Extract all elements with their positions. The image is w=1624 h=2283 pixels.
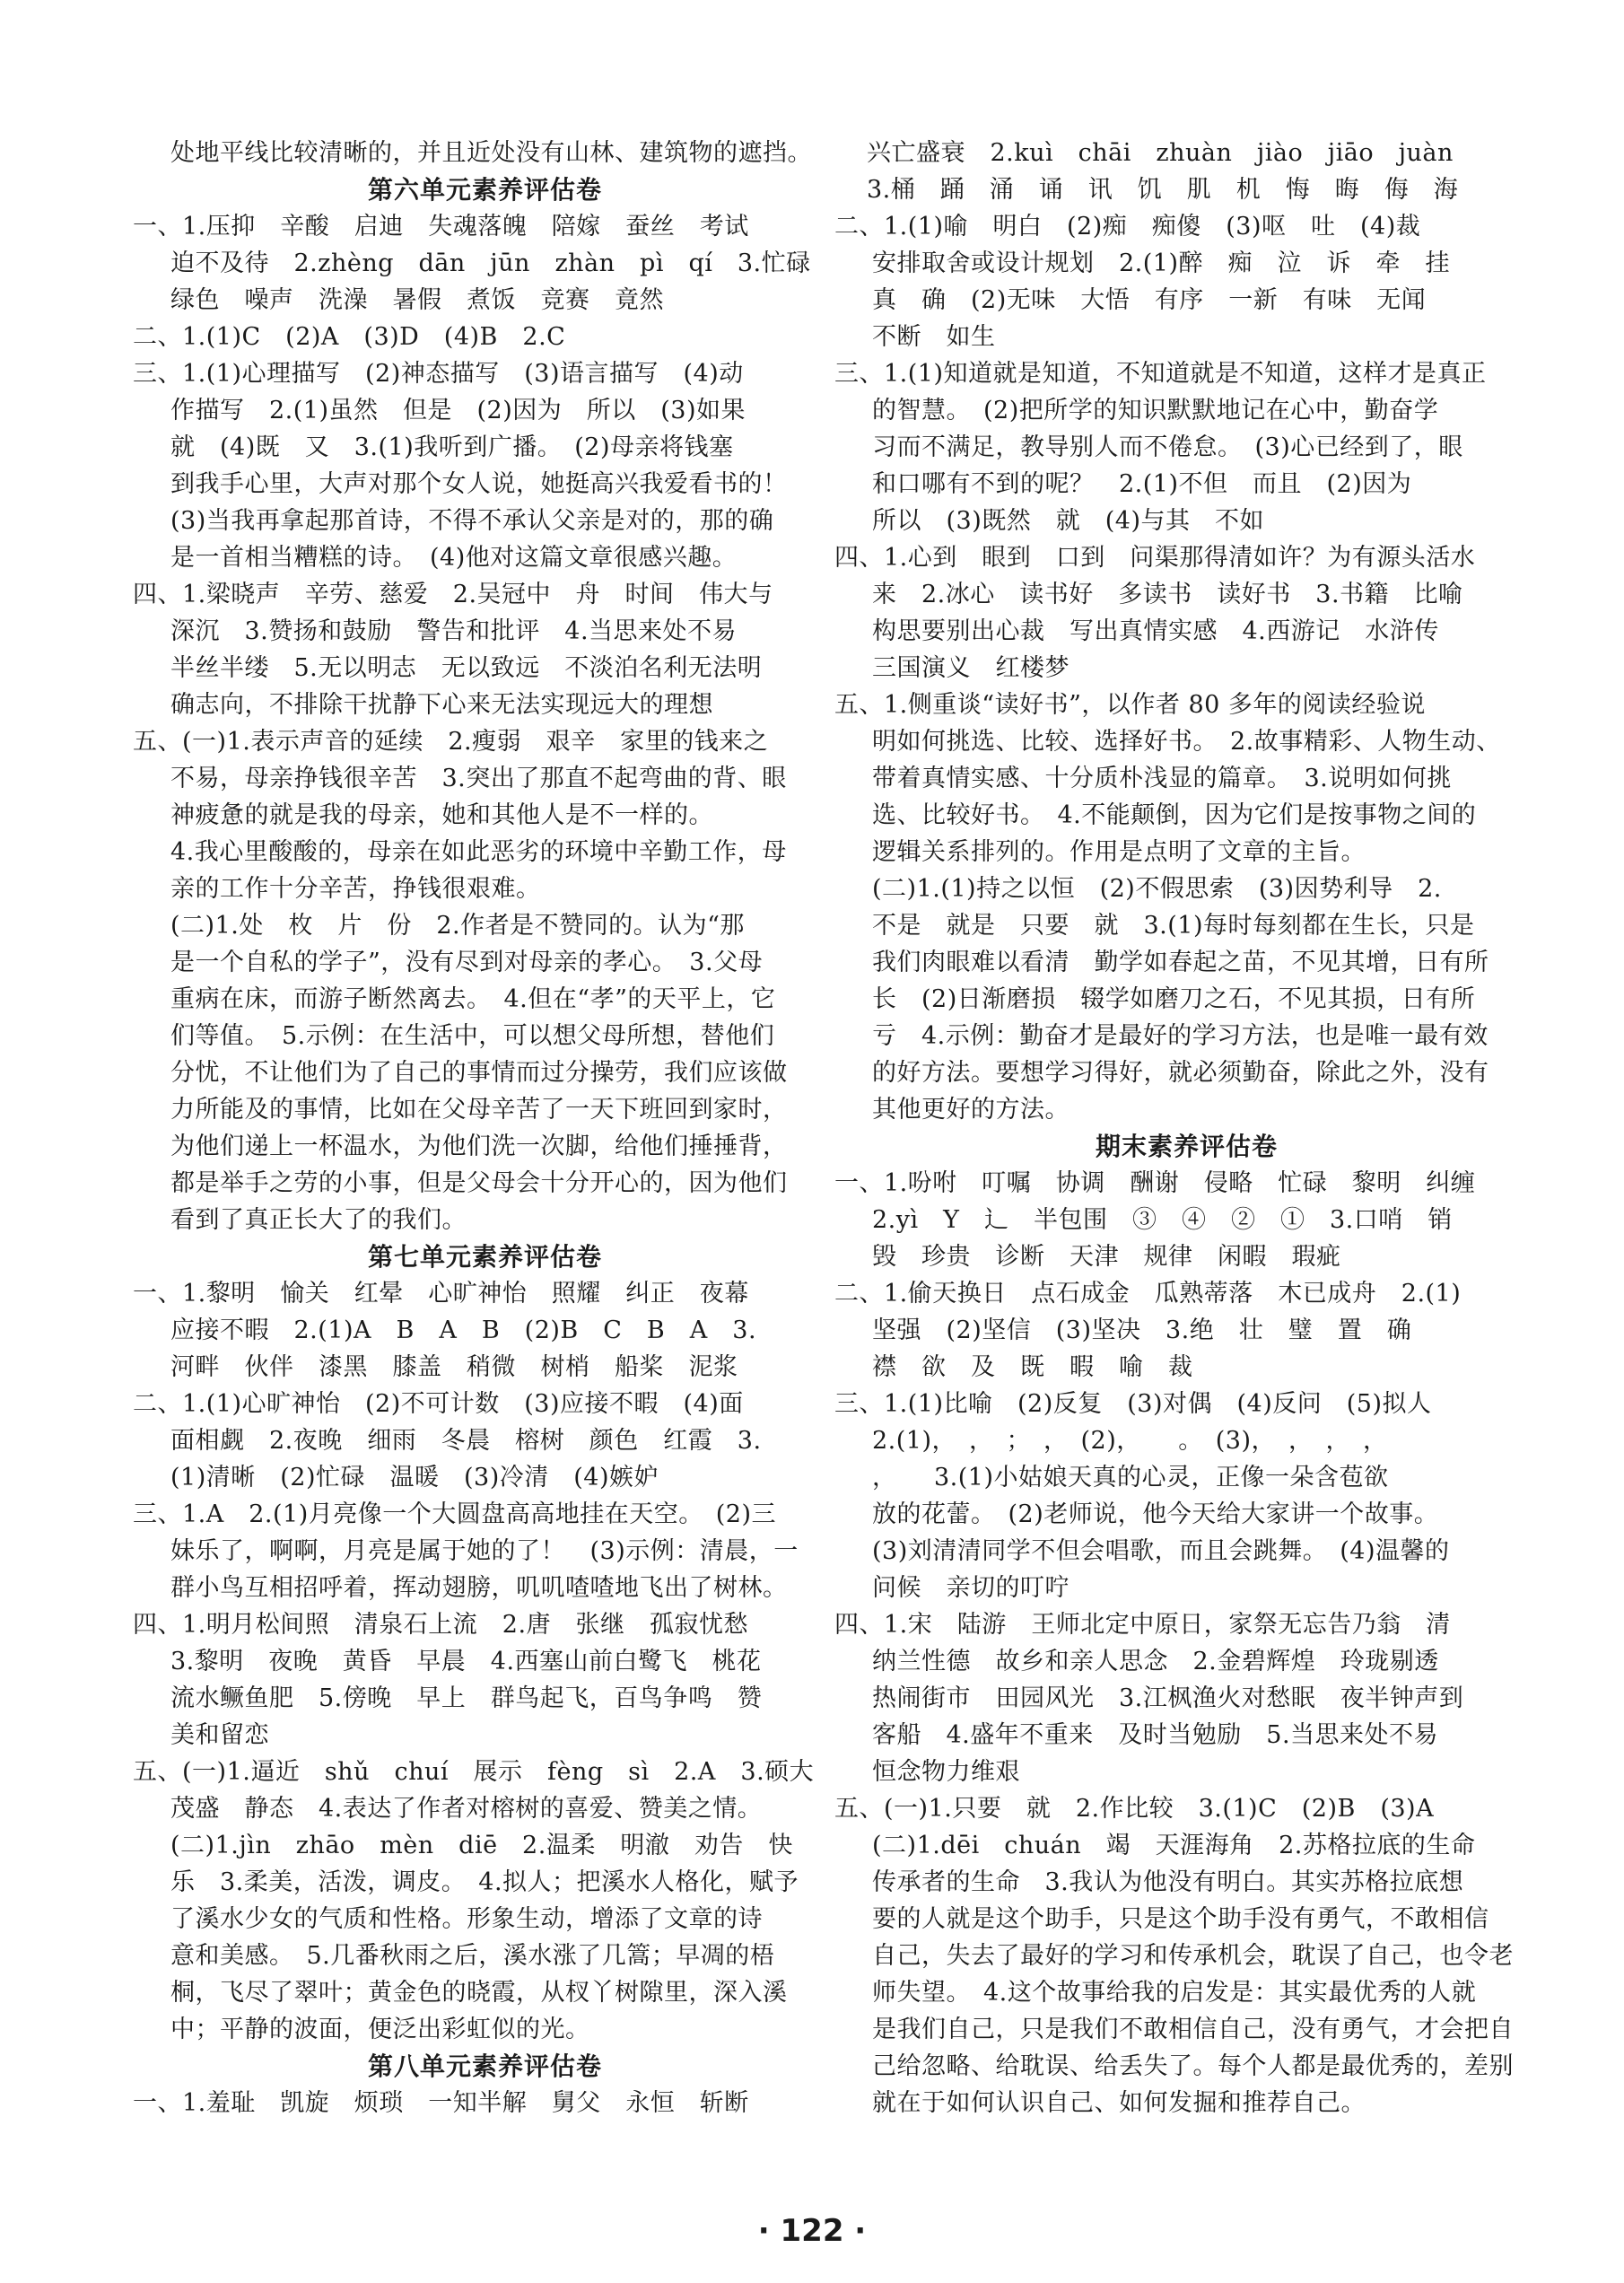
answer-line: 一、1.黎明 愉关 红晕 心旷神怡 照耀 纠正 夜幕 [133,1280,749,1308]
answer-line: 妹乐了，啊啊，月亮是属于她的了！ (3)示例：清晨，一 [170,1537,799,1565]
answer-line: 三、1.(1)比喻 (2)反复 (3)对偶 (4)反问 (5)拟人 [834,1390,1432,1418]
answer-line: 不易，母亲挣钱很辛苦 3.突出了那直不起弯曲的背、眼 [170,765,787,792]
answer-line: 恒念物力维艰 [872,1758,1020,1786]
answer-line: 要的人就是这个助手，只是这个助手没有勇气，不敢相信 [872,1905,1489,1933]
answer-line: 意和美感。 5.几番秋雨之后，溪水涨了几篙；早凋的梧 [170,1942,775,1970]
answer-line: 构思要别出心裁 写出真情实感 4.西游记 水浒传 [872,617,1439,645]
answer-line: 河畔 伙伴 漆黑 膝盖 稍微 树梢 船桨 泥浆 [170,1353,738,1381]
answer-line: 习而不满足，教导别人而不倦怠。 (3)心已经到了，眼 [872,433,1463,461]
answer-line: 我们肉眼难以看清 勤学如春起之苗，不见其增，日有所 [872,949,1489,976]
answer-line: 热闹街市 田园风光 3.江枫渔火对愁眠 夜半钟声到 [872,1684,1464,1712]
answer-line: 桐，飞尽了翠叶；黄金色的晓霞，从杈丫树隙里，深入溪 [170,1979,788,2007]
answer-line: 应接不暇 2.(1)A B A B (2)B C B A 3. [170,1316,757,1344]
answer-line: 重病在床，而游子断然离去。 4.但在“孝”的天平上，它 [170,985,776,1013]
answer-line: 三、1.(1)知道就是知道，不知道就是不知道，这样才是真正 [834,360,1487,388]
answer-line: 们等值。 5.示例：在生活中，可以想父母所想，替他们 [170,1022,775,1050]
section-heading: 第六单元素养评估卷 [367,175,602,205]
answer-line: 3.桶 踊 涌 诵 讯 饥 肌 机 悔 晦 侮 海 [867,176,1459,204]
answer-line: (3)当我再拿起那首诗，不得不承认父亲是对的，那的确 [170,507,774,535]
answer-line: (二)1.处 枚 片 份 2.作者是不赞同的。认为“那 [170,912,745,940]
answer-line: 不断 如生 [872,323,996,351]
answer-line: 二、1.(1)C (2)A (3)D (4)B 2.C [133,323,566,351]
answer-line: 美和留恋 [170,1721,269,1749]
answer-line: 半丝半缕 5.无以明志 无以致远 不淡泊名利无法明 [170,654,763,682]
answer-line: 不是 就是 只要 就 3.(1)每时每刻都在生长，只是 [872,912,1475,940]
answer-line: 明如何挑选、比较、选择好书。 2.故事精彩、人物生动、 [872,728,1501,756]
answer-line: 2.(1)， ， ； ， (2)， 。 (3)， ， ， ， [872,1427,1388,1455]
answer-line: 二、1.(1)喻 明白 (2)痴 痴傻 (3)呕 吐 (4)裁 [834,213,1421,241]
answer-line: 到我手心里，大声对那个女人说，她挺高兴我爱看书的！ [170,470,788,498]
answer-line: 群小鸟互相招呼着，挥动翅膀，叽叽喳喳地飞出了树林。 [170,1574,788,1602]
answer-line: 了溪水少女的气质和性格。形象生动，增添了文章的诗 [170,1905,763,1933]
answer-line: 师失望。 4.这个故事给我的启发是：其实最优秀的人就 [872,1979,1477,2007]
answer-line: 分忧，不让他们为了自己的事情而过分操劳，我们应该做 [170,1059,788,1087]
answer-line: (二)1.dēi chuán 竭 天涯海角 2.苏格拉底的生命 [872,1832,1476,1859]
answer-line: 来 2.冰心 读书好 多读书 读好书 3.书籍 比喻 [872,581,1463,608]
answer-line: 迫不及待 2.zhèng dān jūn zhàn pì qí 3.忙碌 [170,249,811,277]
answer-line: 己给忽略、给耽误、给丢失了。每个人都是最优秀的，差别 [872,2052,1514,2080]
answer-line: 安排取舍或设计规划 2.(1)醉 痴 泣 诉 牵 挂 [872,249,1451,277]
answer-line: 一、1.压抑 辛酸 启迪 失魂落魄 陪嫁 蚕丝 考试 [133,213,749,241]
answer-line: 流水鳜鱼肥 5.傍晚 早上 群鸟起飞，百鸟争鸣 赞 [170,1684,763,1712]
answer-line: (3)刘清清同学不但会唱歌，而且会跳舞。 (4)温馨的 [872,1537,1450,1565]
answer-line: 确志向，不排除干扰静下心来无法实现远大的理想 [170,691,713,719]
answer-line: 是一个自私的学子”，没有尽到对母亲的孝心。 3.父母 [170,949,764,976]
answer-line: 二、1.(1)心旷神怡 (2)不可计数 (3)应接不暇 (4)面 [133,1390,744,1418]
answer-line: 4.我心里酸酸的，母亲在如此恶劣的环境中辛勤工作，母 [170,838,787,866]
answer-line: (1)清晰 (2)忙碌 温暖 (3)冷清 (4)嫉妒 [170,1464,659,1491]
answer-line: 放的花蕾。 (2)老师说，他今天给大家讲一个故事。 [872,1500,1439,1528]
answer-line: 的智慧。 (2)把所学的知识默默地记在心中，勤奋学 [872,397,1439,424]
answer-line: 是我们自己，只是我们不敢相信自己，没有勇气，才会把自 [872,2016,1514,2043]
answer-line: 看到了真正长大了的我们。 [170,1206,467,1234]
answer-line: 五、(一)1.只要 就 2.作比较 3.(1)C (2)B (3)A [834,1795,1435,1823]
answer-line: 一、1.吩咐 叮嘱 协调 酬谢 侵略 忙碌 黎明 纠缠 [834,1169,1476,1197]
answer-line: 作描写 2.(1)虽然 但是 (2)因为 所以 (3)如果 [170,397,746,424]
answer-line: 神疲惫的就是我的母亲，她和其他人是不一样的。 [170,801,713,829]
right-column [834,135,1539,2121]
answer-line: 亏 4.示例：勤奋才是最好的学习方法，也是唯一最有效 [872,1022,1489,1050]
answer-line: 三国演义 红楼梦 [872,654,1070,682]
answer-line: 乐 3.柔美，活泼，调皮。 4.拟人；把溪水人格化，赋予 [170,1868,799,1896]
answer-line: 五、1.侧重谈“读好书”，以作者 80 多年的阅读经验说 [834,691,1426,719]
answer-line: ， 3.(1)小姑娘天真的心灵，正像一朵含苞欲 [872,1464,1389,1491]
answer-line: 自己，失去了最好的学习和传承机会，耽误了自己，也令老 [872,1942,1514,1970]
answer-line: 处地平线比较清晰的，并且近处没有山林、建筑物的遮挡。 [170,139,812,167]
answer-line: 为他们递上一杯温水，为他们洗一次脚，给他们捶捶背， [170,1133,788,1160]
answer-line: 亲的工作十分辛苦，挣钱很艰难。 [170,875,541,903]
answer-line: 四、1.宋 陆游 王师北定中原日，家祭无忘告乃翁 清 [834,1611,1451,1639]
answer-line: (二)1.jìn zhāo mèn diē 2.温柔 明澈 劝告 快 [170,1832,793,1859]
answer-line: 2.yì Y 辶 半包围 ③ ④ ② ① 3.口哨 销 [872,1206,1453,1234]
answer-line: 都是举手之劳的小事，但是父母会十分开心的，因为他们 [170,1169,788,1197]
answer-line: 一、1.羞耻 凯旋 烦琐 一知半解 舅父 永恒 斩断 [133,2089,749,2117]
answer-line: 带着真情实感、十分质朴浅显的篇章。 3.说明如何挑 [872,765,1452,792]
answer-line: 茂盛 静态 4.表达了作者对榕树的喜爱、赞美之情。 [170,1795,763,1823]
answer-line: 就 (4)既 又 3.(1)我听到广播。 (2)母亲将钱塞 [170,433,734,461]
answer-line: 坚强 (2)坚信 (3)坚决 3.绝 壮 璧 置 确 [872,1316,1412,1344]
answer-line: 毁 珍贵 诊断 天津 规律 闲暇 瑕疵 [872,1243,1341,1271]
answer-line: 真 确 (2)无味 大悟 有序 一新 有味 无闻 [872,286,1427,314]
answer-line: 力所能及的事情，比如在父母辛苦了一天下班回到家时， [170,1096,788,1124]
section-heading: 第七单元素养评估卷 [367,1242,602,1272]
answer-line: 客船 4.盛年不重来 及时当勉励 5.当思来处不易 [872,1721,1439,1749]
answer-line: 所以 (3)既然 就 (4)与其 不如 [872,507,1264,535]
answer-line: 四、1.梁晓声 辛劳、慈爱 2.吴冠中 舟 时间 伟大与 [133,581,773,608]
answer-line: 三、1.A 2.(1)月亮像一个大圆盘高高地挂在天空。 (2)三 [133,1500,777,1528]
answer-line: 长 (2)日渐磨损 辍学如磨刀之石，不见其损，日有所 [872,985,1476,1013]
section-heading: 期末素养评估卷 [1095,1132,1278,1161]
answer-line: 其他更好的方法。 [872,1096,1070,1124]
answer-line: 兴亡盛衰 2.kuì chāi zhuàn jiào jiāo juàn [867,139,1454,167]
page-number: · 122 · [757,2213,867,2249]
answer-line: 绿色 噪声 洗澡 暑假 煮饭 竞赛 竟然 [170,286,664,314]
answer-line: 二、1.偷天换日 点石成金 瓜熟蒂落 木已成舟 2.(1) [834,1280,1462,1308]
answer-line: (二)1.(1)持之以恒 (2)不假思索 (3)因势利导 2. [872,875,1442,903]
answer-line: 四、1.心到 眼到 口到 问渠那得清如许？为有源头活水 [834,544,1476,572]
answer-line: 传承者的生命 3.我认为他没有明白。其实苏格拉底想 [872,1868,1464,1896]
answer-line: 深沉 3.赞扬和鼓励 警告和批评 4.当思来处不易 [170,617,738,645]
answer-line: 选、比较好书。 4.不能颠倒，因为它们是按事物之间的 [872,801,1477,829]
answer-line: 四、1.明月松间照 清泉石上流 2.唐 张继 孤寂忧愁 [133,1611,749,1639]
answer-line: 五、(一)1.逼近 shǔ chuí 展示 fèng sì 2.A 3.硕大 [133,1758,815,1786]
answer-line: 的好方法。要想学习得好，就必须勤奋，除此之外，没有 [872,1059,1489,1087]
section-heading: 第八单元素养评估卷 [367,2051,602,2081]
answer-line: 3.黎明 夜晚 黄昏 早晨 4.西塞山前白鹭飞 桃花 [170,1648,762,1675]
answer-line: 就在于如何认识自己、如何发掘和推荐自己。 [872,2089,1366,2117]
answer-line: 纳兰性德 故乡和亲人思念 2.金碧辉煌 玲珑剔透 [872,1648,1439,1675]
answer-line: 问候 亲切的叮咛 [872,1574,1070,1602]
left-column [133,135,837,2121]
answer-line: 三、1.(1)心理描写 (2)神态描写 (3)语言描写 (4)动 [133,360,744,388]
answer-line: 逻辑关系排列的。作用是点明了文章的主旨。 [872,838,1366,866]
answer-line: 面相觑 2.夜晚 细雨 冬晨 榕树 颜色 红霞 3. [170,1427,762,1455]
answer-line: 和口哪有不到的呢？ 2.(1)不但 而且 (2)因为 [872,470,1412,498]
answer-line: 襟 欲 及 既 暇 喻 裁 [872,1353,1193,1381]
answer-line: 五、(一)1.表示声音的延续 2.瘦弱 艰辛 家里的钱来之 [133,728,769,756]
answer-line: 中；平静的波面，便泛出彩虹似的光。 [170,2016,590,2043]
answer-line: 是一首相当糟糕的诗。 (4)他对这篇文章很感兴趣。 [170,544,738,572]
